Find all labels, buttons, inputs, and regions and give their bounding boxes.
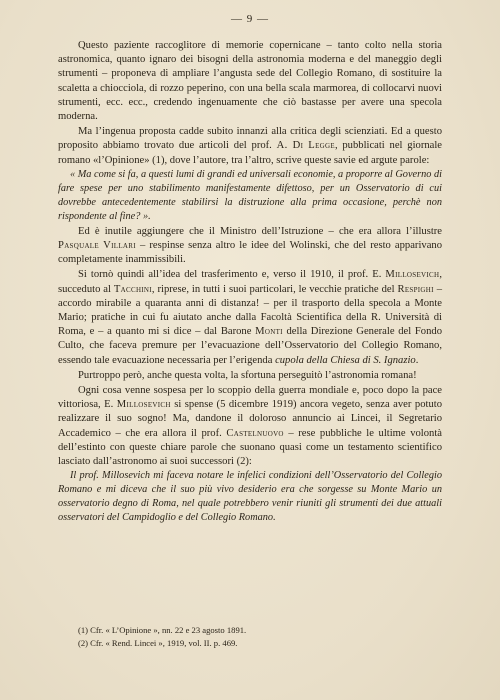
footnotes [78, 624, 442, 650]
paragraph-5: Purtroppo però, anche questa volta, la sfortuna perseguitò l’astronomia romana! [78, 369, 417, 381]
name-monti: Monti [255, 326, 283, 338]
page-number: — 9 — [231, 13, 269, 25]
name-castelnuovo: Castelnuovo [226, 427, 284, 439]
paragraph-2: Ma l’ingenua proposta cadde subito innanzi alla critica degli scienziati. Ed a questo proposito abbiamo trovato due articoli del prof. A. Di Legge, pubblicati nel giornale romano «l’Opinione» (1), dove l’autore, tra l’altro, scrive queste savie ed argute parole: [58, 126, 442, 166]
name-millosevich-2: Millosevich [116, 399, 171, 411]
author-name-di-legge: A. Di Legge [276, 140, 335, 152]
name-villari: Pasquale Villari [58, 240, 136, 252]
quote-di-legge: « Ma come si fa, a questi lumi di grandi ed universali economie, a proporre al Governo di fare spese per uno stabilimento manifestamente difettoso, per un Osservatorio di cui dovrebbe antecedentemente stabilirsi la distruzione alla prima occasione, perchè non rispondente al fine? ». [58, 168, 442, 222]
footnote-2: (2) Cfr. « Rend. Lincei », 1919, vol. II. p. 469. [78, 638, 238, 648]
paragraph-6: Ogni cosa venne sospesa per lo scoppio della guerra mondiale e, poco dopo la pace vittoriosa, E. Millosevich si spense (5 dicembre 1919) ancora vegeto, senza aver potuto realizzare il suo sogno! Ma, dandone il doloroso annuncio ai Lincei, il Segretario Accademico – che era allora il prof. Castelnuovo – rese pubbliche le ultime volontà dell’estinto con queste chiare parole che suonano quasi come un testamento scientifico lasciato dall’astronomo ai suoi successori (2): [58, 385, 442, 468]
name-respighi: Respighi [397, 283, 434, 295]
paragraph-1: Questo paziente raccoglitore di memorie copernicane – tanto colto nella storia astronomica, quanto ignaro dei bisogni della astronomia moderna e del maneggio degli strumenti – proponeva di ampliare l’angusta sede del Collegio Romano, di sostituire la scaletta a chiocciola, di rozzo peperino, con una bella scala marmorea, di collocarvi nuovi strumenti, ecc. ecc., credendo ingenuamente che ciò bastasse per avere una specola moderna. [58, 40, 442, 123]
name-millosevich: Millosevich [385, 269, 440, 281]
quote-castelnuovo: Il prof. Millosevich mi faceva notare le infelici condizioni dell’Osservatorio del Collegio Romano e mi diceva che il suo più vivo desiderio era che sorgesse su Monte Mario un osservatorio degno di Roma, nel quale potrebbero venir riuniti gli strumenti dei due attuali osservatori del Campidoglio e del Collegio Romano. [58, 470, 442, 524]
body-text [58, 39, 442, 525]
italic-cupola: cupola della Chiesa di S. Ignazio [275, 354, 416, 366]
paragraph-3: Ed è inutile aggiungere che il Ministro dell’Istruzione – che era allora l’illustre Pasquale Villari – respinse senza altro le idee del Wolinski, che del resto apparivano completamente inammissibili. [58, 225, 442, 266]
footnote-1: (1) Cfr. « L’Opinione », nn. 22 e 23 agosto 1891. [78, 625, 247, 635]
paragraph-4: Si tornò quindi all’idea del trasferimento e, verso il 1910, il prof. E. Millosevich, succeduto al Tacchini, riprese, in tutti i suoi particolari, le vecchie pratiche del Respighi – accordo mirabile a quaranta anni di distanza! – per il trasporto della specola a Monte Mario; pratiche in cui fu aiutato anche dalla Facoltà Scientifica della R. Università di Roma, e – a quanto mi si dice – dal Barone Monti della Direzione Generale del Fondo Culto, che faceva premure per l’evacuazione dell’Osservatorio del Collegio Romano, essendo tale evacuazione necessaria per l’erigenda cupola della Chiesa di S. Ignazio. [58, 269, 442, 366]
name-tacchini: Tacchini [113, 283, 152, 295]
